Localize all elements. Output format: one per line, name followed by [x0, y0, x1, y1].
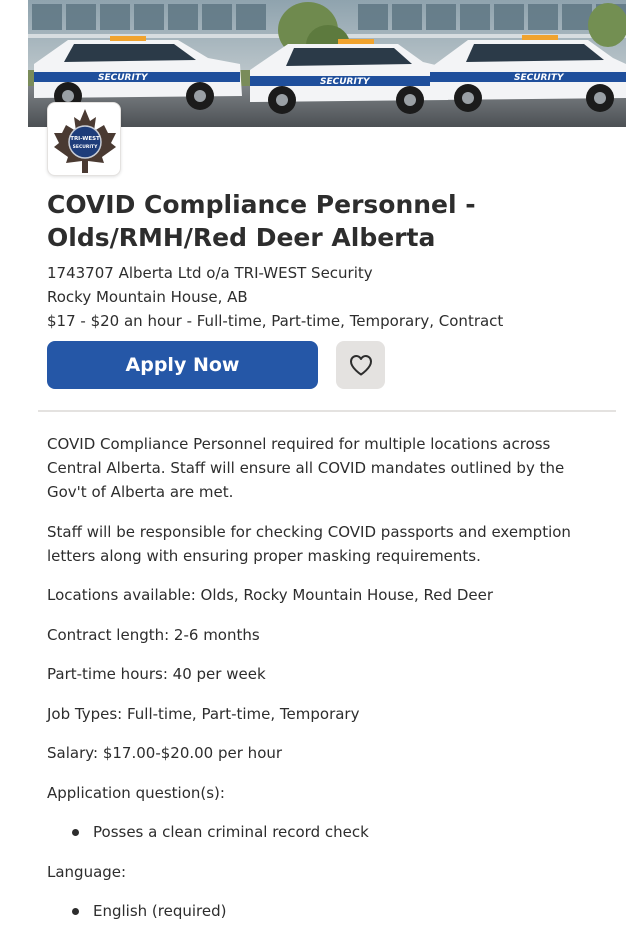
vehicle-2-text: SECURITY — [320, 77, 370, 87]
description-locations: Locations available: Olds, Rocky Mountain House, Red Deer — [47, 586, 494, 604]
save-job-button[interactable] — [336, 341, 385, 389]
job-title-line1: COVID Compliance Personnel - — [47, 190, 476, 219]
bullet-icon — [72, 829, 79, 836]
company-name[interactable]: 1743707 Alberta Ltd o/a TRI-WEST Security — [47, 264, 373, 282]
description-contract-length: Contract length: 2-6 months — [47, 625, 260, 644]
description-salary: Salary: $17.00-$20.00 per hour — [47, 744, 283, 762]
heart-icon — [349, 354, 373, 376]
vehicle-1-text: SECURITY — [98, 73, 148, 83]
apply-now-button[interactable]: Apply Now — [47, 341, 318, 389]
job-title — [47, 188, 607, 254]
bullet-icon — [72, 908, 79, 915]
language-text: English (required) — [93, 902, 227, 920]
salary-and-job-types: $17 - $20 an hour - Full-time, Part-time, Temporary, Contract — [47, 312, 504, 330]
description-responsibilities: Staff will be responsible for checking COVID passports and exemption letters along with ensuring proper masking requirements. — [47, 522, 571, 565]
job-location: Rocky Mountain House, AB — [47, 288, 248, 306]
language-list — [47, 899, 607, 923]
application-questions-list — [47, 820, 607, 844]
company-logo — [47, 102, 121, 176]
job-title-line2: Olds/RMH/Red Deer Alberta — [47, 223, 436, 252]
description-part-time-hours: Part-time hours: 40 per week — [47, 665, 266, 683]
logo-text-line1: TRI-WEST — [70, 136, 100, 142]
application-questions-heading: Application question(s): — [47, 783, 225, 802]
description-job-types: Job Types: Full-time, Part-time, Temporary — [47, 704, 360, 723]
vehicle-3-text: SECURITY — [514, 73, 564, 83]
job-description — [47, 432, 607, 935]
language-heading: Language: — [47, 862, 127, 881]
description-intro: COVID Compliance Personnel required for multiple locations across Central Alberta. Staff will ensure all COVID mandates outlined by the Gov't of Alberta are met. — [47, 435, 565, 501]
question-text: Posses a clean criminal record check — [93, 823, 369, 841]
section-divider — [38, 410, 616, 412]
logo-text-line2: SECURITY — [72, 145, 98, 150]
list-item — [47, 820, 607, 844]
list-item — [47, 899, 607, 923]
